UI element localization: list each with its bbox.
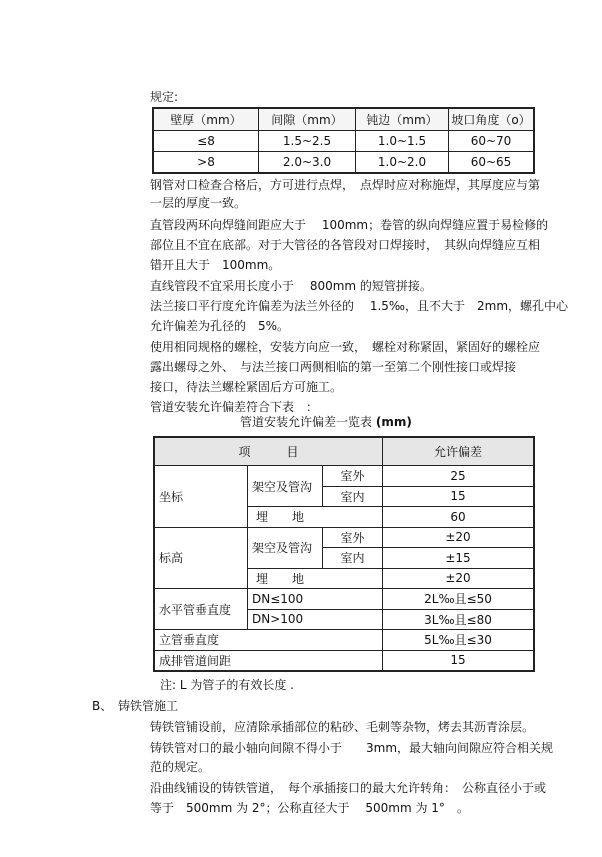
table-cell: ≤8 (153, 131, 259, 152)
paragraph-line: 管道安装允许偏差符合下表 ： (150, 400, 319, 414)
indoor-label: 室内 (323, 548, 383, 569)
table-cell: 2L‰且≤50 (383, 589, 535, 610)
section-title: 铸铁管施工 (118, 699, 179, 713)
table-cell: 60~70 (449, 131, 535, 152)
paragraph-line: 沿曲线铺设的铸铁管道， 每个承插接口的最大允许转角： 公称直径小于或 (150, 781, 547, 795)
paragraph-line: 范的规定。 (150, 760, 211, 774)
outdoor-label: 室外 (323, 527, 383, 548)
elev-label: 标高 (154, 527, 248, 589)
table-cell: ±20 (383, 527, 535, 548)
table-row (154, 527, 534, 548)
table-row (153, 152, 534, 174)
table-cell: ±15 (383, 548, 535, 569)
paragraph-line: 接口，待法兰螺栓紧固后方可施工。 (150, 380, 343, 394)
table-cell: 60~65 (449, 152, 535, 174)
table-cell: 1.0~2.0 (356, 152, 449, 174)
buried-label: 埋 地 (248, 507, 383, 528)
table-caption-title: 管道安装允许偏差一览表 (240, 415, 373, 429)
table-row (153, 131, 534, 152)
header-wall-thickness: 壁厚（mm） (153, 108, 259, 131)
table-cell: ±20 (383, 568, 535, 589)
indoor-label: 室内 (323, 486, 383, 507)
table-cell: 25 (383, 466, 535, 487)
coord-label: 坐标 (154, 466, 248, 528)
table-cell: 5L‰且≤30 (383, 630, 535, 651)
table-note: 注: L 为管子的有效长度 . (160, 678, 294, 692)
intro-label: 规定: (150, 90, 179, 104)
table-cell: >8 (153, 152, 259, 174)
table-header-row (154, 437, 534, 466)
outdoor-label: 室外 (323, 466, 383, 487)
paragraph-line: 允许偏差为孔径的 5%。 (150, 319, 290, 333)
table-cell: DN≤100 (248, 589, 383, 610)
table-cell: 2.0~3.0 (259, 152, 356, 174)
paragraph-line: 钢管对口检查合格后，方可进行点焊， 点焊时应对称施焊，其厚度应与第 (150, 178, 541, 192)
header-item: 项 目 (154, 437, 383, 466)
table-cell: 15 (383, 650, 535, 671)
paragraph-line: 一层的厚度一致。 (150, 196, 247, 210)
paragraph-line: 铸铁管铺设前，应清除承插部位的粘砂、毛刺等杂物，烤去其沥青涂层。 (150, 720, 535, 734)
table-cell: DN>100 (248, 609, 383, 630)
header-blunt-edge: 钝边（mm） (356, 108, 449, 131)
table-row (154, 630, 534, 651)
paragraph-line: 部位且不宜在底部。对于大管径的各管段对口焊接时， 其纵向焊缝应互相 (150, 238, 541, 252)
table-header-row (153, 108, 534, 131)
header-bevel-angle: 坡口角度（o） (449, 108, 535, 131)
paragraph-line: 露出螺母之外、 与法兰接口两侧相临的第一至第二个刚性接口或焊接 (150, 360, 517, 374)
overhead-label: 架空及管沟 (248, 527, 323, 568)
overhead-label: 架空及管沟 (248, 466, 323, 507)
section-marker: B、 (92, 699, 113, 713)
paragraph-line: 直线管段不宜采用长度小于 800mm 的短管拼接。 (150, 279, 432, 293)
paragraph-line: 等于 500mm 为 2°；公称直径大于 500mm 为 1° 。 (150, 801, 469, 815)
paragraph-line: 法兰接口平行度允许偏差为法兰外径的 1.5‰，且不大于 2mm，螺孔中心 (150, 299, 569, 313)
paragraph-line: 使用相同规格的螺栓，安装方向应一致， 螺栓对称紧固，紧固好的螺栓应 (150, 340, 541, 354)
groove-spec-table (152, 107, 535, 174)
paragraph-line: 铸铁管对口的最小轴向间隙不得小于 3mm，最大轴向间隙应符合相关规 (150, 741, 554, 755)
header-gap: 间隙（mm） (259, 108, 356, 131)
table-cell: 15 (383, 486, 535, 507)
header-tolerance: 允许偏差 (383, 437, 535, 466)
buried-label: 埋 地 (248, 568, 383, 589)
table-caption-unit: (mm) (375, 415, 412, 429)
vert-label: 立管垂直度 (154, 630, 383, 651)
table-row (154, 589, 534, 610)
table-row (154, 466, 534, 487)
table-cell: 1.0~1.5 (356, 131, 449, 152)
table-cell: 1.5~2.5 (259, 131, 356, 152)
table-cell: 60 (383, 507, 535, 528)
table-cell: 3L‰且≤80 (383, 609, 535, 630)
table-row (154, 650, 534, 671)
horiz-label: 水平管垂直度 (154, 589, 248, 630)
table-caption (240, 413, 412, 430)
paragraph-line: 直管段两环向焊缝间距应大于 100mm；卷管的纵向焊缝应置于易检修的 (150, 218, 549, 232)
tolerance-table (153, 436, 535, 672)
paragraph-line: 错开且大于 100mm。 (150, 258, 281, 272)
row-spacing-label: 成排管道间距 (154, 650, 383, 671)
